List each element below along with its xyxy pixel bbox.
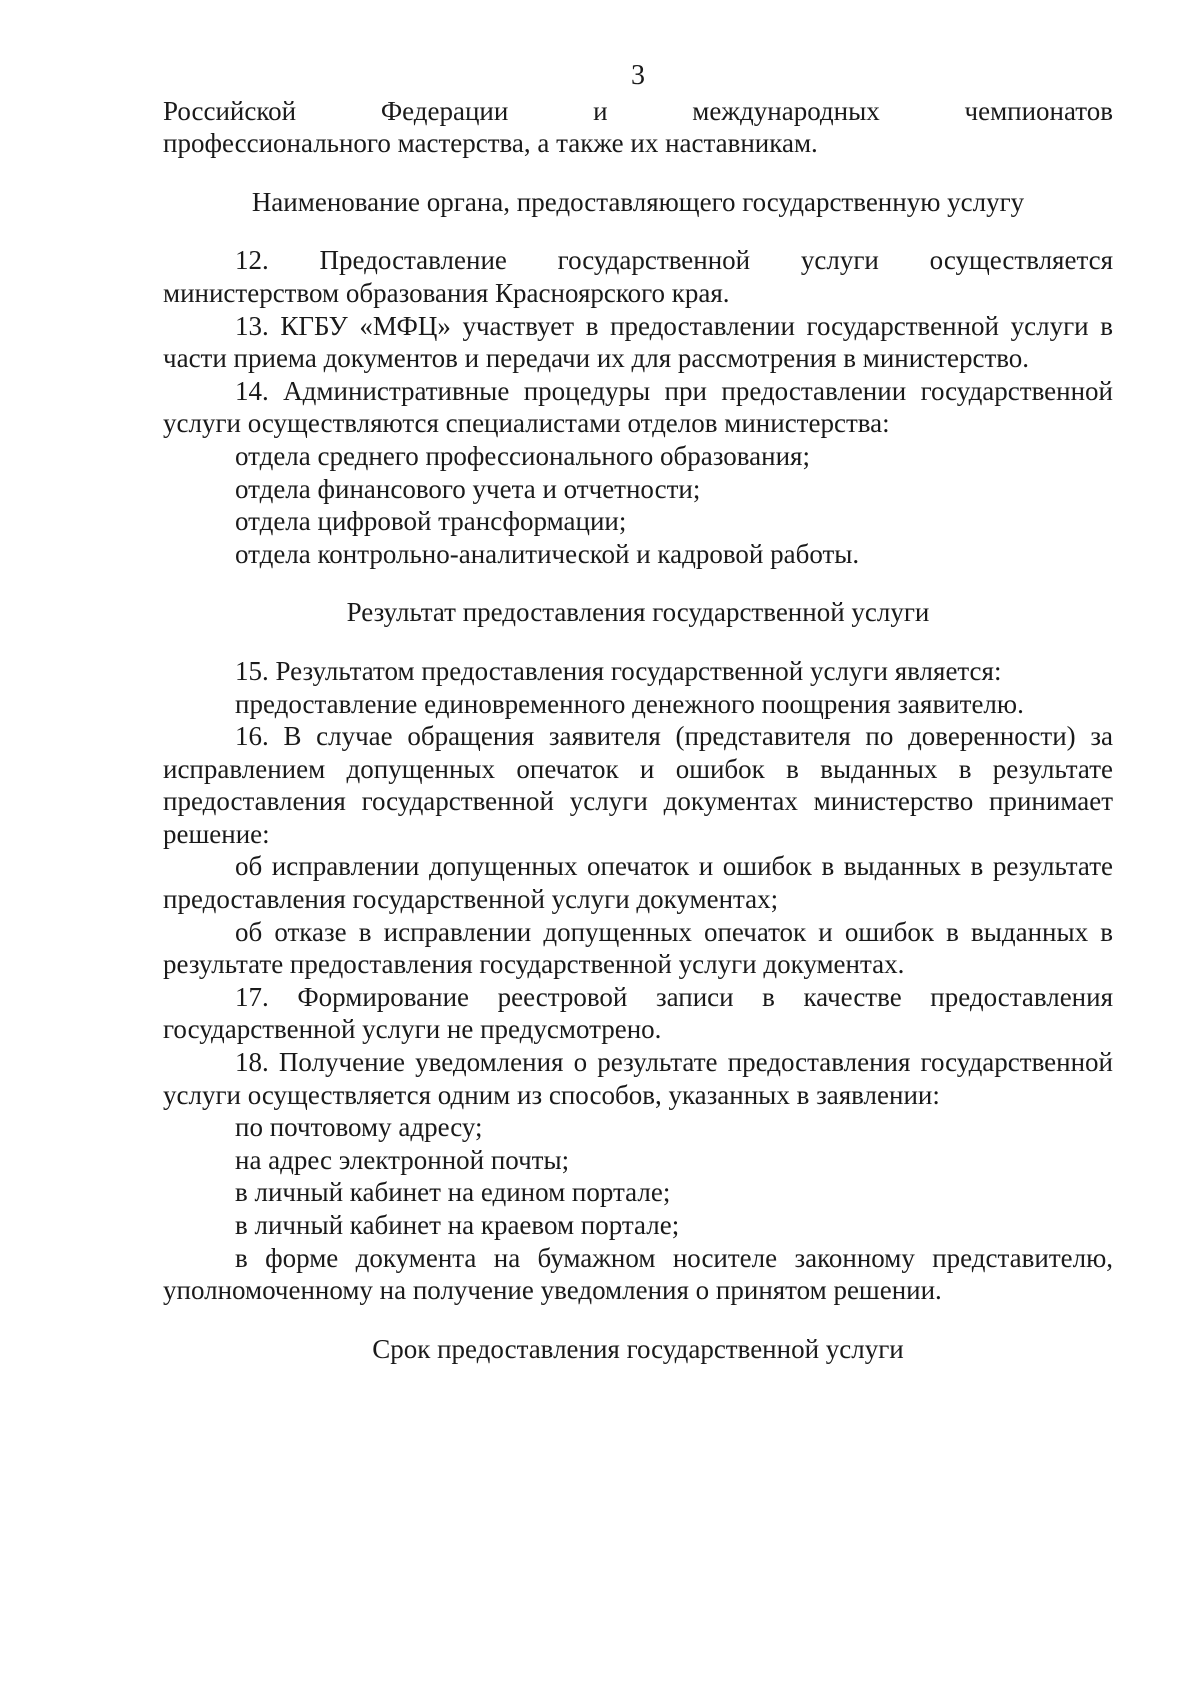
list-item: отдела среднего профессионального образования;	[235, 440, 810, 471]
page-number: 3	[631, 60, 645, 91]
section-heading-term: Срок предоставления государственной услуги	[372, 1333, 904, 1364]
list-item: отдела контрольно-аналитической и кадровой работы.	[235, 538, 860, 569]
list-item: отдела цифровой трансформации;	[235, 506, 627, 537]
intro-line-1: Российской Федерации и международных чемпионатов	[163, 95, 1113, 126]
paragraph-16-option-correct: об исправлении допущенных опечаток и ошибок в выданных в результате предоставления государственной услуги документах;	[163, 851, 1113, 915]
list-item: по почтовому адресу;	[235, 1112, 483, 1143]
section-heading-result: Результат предоставления государственной услуги	[346, 597, 930, 628]
section-heading-authority: Наименование органа, предоставляющего государственную услугу	[251, 186, 1025, 217]
paragraph-15: 15. Результатом предоставления государственной услуги является:	[235, 655, 1002, 686]
paragraph-16-option-refuse: об отказе в исправлении допущенных опечаток и ошибок в выданных в результате предоставления государственной услуги документах.	[163, 916, 1113, 980]
paragraph-14: 14. Административные процедуры при предоставлении государственной услуги осуществляются специалистами отделов министерства:	[163, 375, 1113, 439]
list-item: в личный кабинет на краевом портале;	[235, 1210, 680, 1240]
paragraph-18-paper-form: в форме документа на бумажном носителе законному представителю, уполномоченному на получение уведомления о принятом решении.	[163, 1242, 1113, 1306]
paragraph-13: 13. КГБУ «МФЦ» участвует в предоставлении государственной услуги в части приема документов и передачи их для рассмотрения в министерство.	[163, 310, 1113, 374]
list-item: на адрес электронной почты;	[235, 1144, 570, 1175]
paragraph-17: 17. Формирование реестровой записи в качестве предоставления государственной услуги не предусмотрено.	[163, 981, 1113, 1045]
paragraph-15-result: предоставление единовременного денежного поощрения заявителю.	[235, 688, 1024, 719]
list-item: отдела финансового учета и отчетности;	[235, 473, 701, 504]
document-page	[163, 60, 1113, 1365]
list-item: в личный кабинет на едином портале;	[235, 1177, 671, 1208]
paragraph-12: 12. Предоставление государственной услуги осуществляется министерством образования Красноярского края.	[163, 245, 1113, 308]
paragraph-16: 16. В случае обращения заявителя (представителя по доверенности) за исправлением допущенных опечаток и ошибок в выданных в результате предоставления государственной услуги документах министерство принимает решение:	[163, 721, 1113, 849]
paragraph-18: 18. Получение уведомления о результате предоставления государственной услуги осуществляется одним из способов, указанных в заявлении:	[163, 1047, 1113, 1110]
intro-line-2: профессионального мастерства, а также их наставникам.	[163, 128, 818, 159]
